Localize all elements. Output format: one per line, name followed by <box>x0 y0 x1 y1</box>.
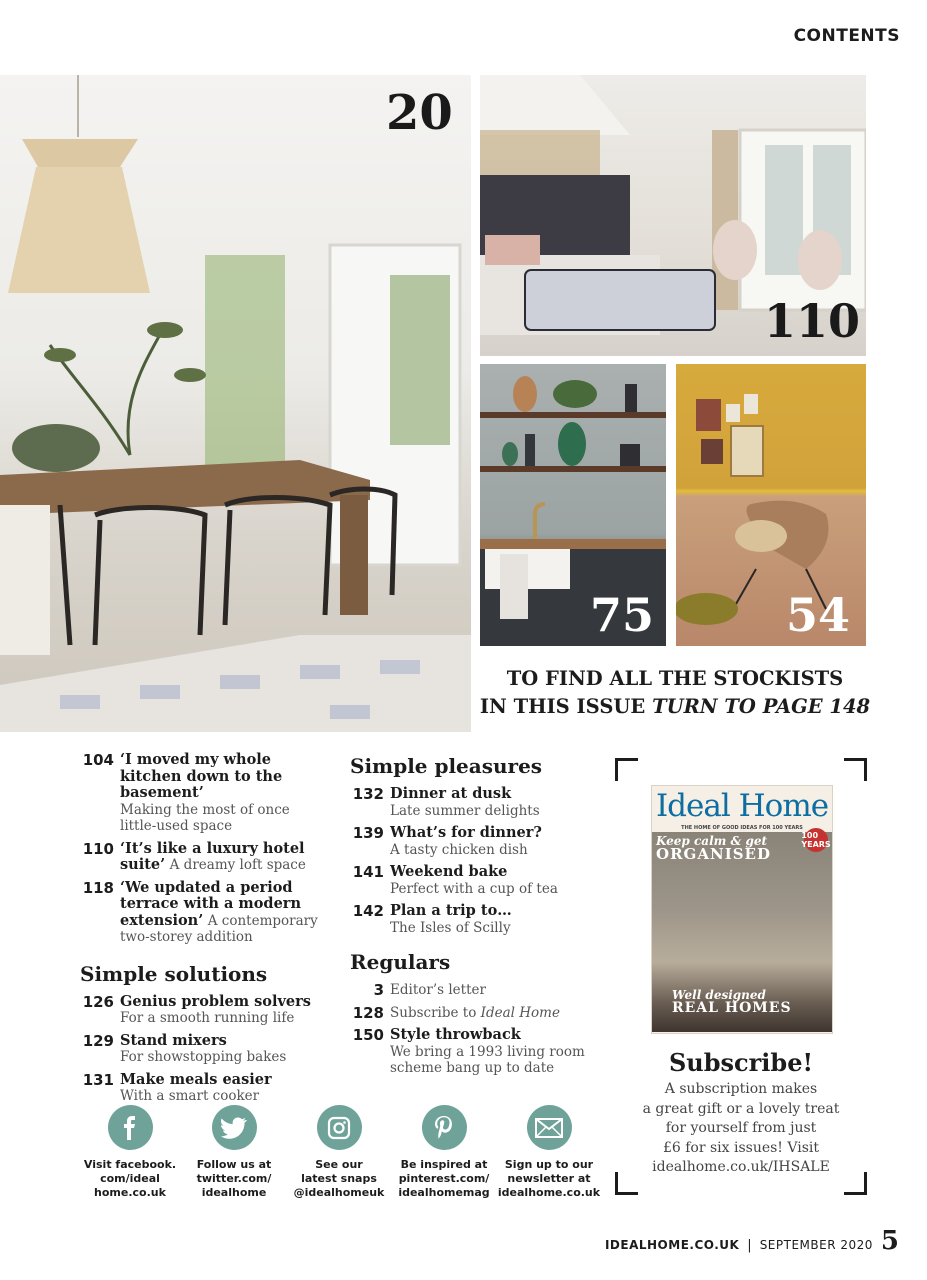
footer-site[interactable]: IDEALHOME.CO.UK <box>604 1238 740 1252</box>
cover-headline: Keep calm & get <box>656 834 768 848</box>
yellow-room-photo <box>676 364 866 646</box>
social-caption-line: idealhome <box>201 1186 267 1199</box>
contents-entry[interactable] <box>350 864 600 897</box>
section-heading-regulars: Regulars <box>350 950 451 974</box>
social-caption-line: twitter.com/ <box>196 1172 272 1185</box>
social-instagram[interactable] <box>284 1105 394 1200</box>
footer-page-number: 5 <box>880 1226 899 1256</box>
social-caption-line: idealhomemag <box>398 1186 490 1199</box>
shelves-photo <box>480 364 666 646</box>
contents-entry[interactable] <box>80 880 330 946</box>
entry-title: ‘I moved my whole kitchen down to the basement’ <box>120 751 283 801</box>
cover-subline: Well designed <box>672 988 766 1002</box>
entry-title: Style throwback <box>390 1026 521 1043</box>
entry-description: For a smooth running life <box>120 1010 295 1026</box>
social-caption-line: @idealhomeuk <box>293 1186 385 1199</box>
social-caption-line: idealhome.co.uk <box>497 1186 601 1199</box>
contents-entry[interactable] <box>350 982 600 999</box>
social-caption-line: See our <box>315 1158 363 1171</box>
frame-corner <box>844 758 867 781</box>
entry-title: Stand mixers <box>120 1031 227 1049</box>
subscribe-offer-text <box>623 1080 859 1178</box>
entry-page-number: 3 <box>373 981 384 999</box>
entry-page-number: 132 <box>352 785 384 803</box>
yellow-room-page-number[interactable]: 54 <box>786 588 851 642</box>
entry-title: Genius problem solvers <box>120 992 311 1010</box>
subscribe-link[interactable]: idealhome.co.uk/IHSALE <box>652 1159 830 1175</box>
contents-entry[interactable] <box>350 903 600 936</box>
cover-tagline: THE HOME OF GOOD IDEAS FOR 100 YEARS <box>681 825 803 831</box>
entry-page-number: 139 <box>352 824 384 842</box>
stockists-line1: TO FIND ALL THE STOCKISTS <box>506 667 844 690</box>
entry-page-number: 141 <box>352 863 384 881</box>
entry-page-number: 142 <box>352 902 384 920</box>
subscribe-text-line: A subscription makes <box>664 1081 818 1097</box>
entry-page-number: 110 <box>82 839 114 858</box>
entry-description: The Isles of Scilly <box>390 919 511 936</box>
social-caption-line: Follow us at <box>196 1158 272 1171</box>
stockists-line2-prefix: IN THIS ISSUE <box>479 695 653 718</box>
social-pinterest[interactable] <box>389 1105 499 1200</box>
entry-description: We bring a 1993 living room scheme bang up to date <box>390 1043 585 1076</box>
social-caption-line: pinterest.com/ <box>398 1172 490 1185</box>
subscribe-text-line: for yourself from just <box>665 1120 817 1136</box>
kitchen-photo <box>0 75 471 732</box>
entry-description: With a smart cooker <box>120 1088 260 1104</box>
entry-description: A dreamy loft space <box>169 857 306 873</box>
bedroom-page-number[interactable]: 110 <box>764 294 861 348</box>
social-caption-line: Sign up to our <box>504 1158 594 1171</box>
social-twitter[interactable] <box>179 1105 289 1200</box>
entry-description: A tasty chicken dish <box>390 841 528 858</box>
entry-title: Plan a trip to… <box>390 902 512 919</box>
entry-description: For showstopping bakes <box>120 1049 287 1065</box>
entry-page-number: 126 <box>82 992 114 1011</box>
subscribe-title: Subscribe! <box>668 1048 814 1077</box>
section-heading-simple-solutions: Simple solutions <box>80 961 268 986</box>
contents-entry[interactable] <box>350 825 600 858</box>
entry-title: ‘We updated a period terrace with a modern extension’ <box>120 878 301 929</box>
page-footer <box>605 1226 899 1256</box>
social-caption-line: home.co.uk <box>94 1186 166 1199</box>
footer-separator: | <box>747 1238 752 1253</box>
contents-entry[interactable] <box>80 1072 330 1105</box>
facebook-icon[interactable] <box>108 1105 153 1150</box>
subscribe-panel <box>615 758 867 1195</box>
cover-anniversary-badge: 100 YEARS <box>804 828 828 852</box>
cover-masthead: Ideal Home <box>655 788 829 824</box>
shelves-page-number[interactable]: 75 <box>590 588 655 642</box>
kitchen-page-number[interactable]: 20 <box>386 85 453 141</box>
entry-page-number: 150 <box>352 1026 384 1044</box>
subscribe-text-line: a great gift or a lovely treat <box>642 1100 840 1117</box>
subscribe-text-line: £6 for six issues! Visit <box>662 1139 820 1156</box>
entry-title: Dinner at dusk <box>390 785 512 802</box>
social-caption-line: com/ideal <box>100 1172 160 1185</box>
email-icon[interactable] <box>527 1105 572 1150</box>
social-caption-line: latest snaps <box>301 1172 377 1185</box>
social-caption-line: Visit facebook. <box>83 1158 177 1171</box>
entry-description: Subscribe to <box>390 1004 481 1021</box>
features-column <box>80 752 330 1111</box>
social-caption-line: Be inspired at <box>400 1158 488 1171</box>
contents-entry[interactable] <box>350 1027 600 1077</box>
stockists-line2 <box>470 693 880 721</box>
section-label: CONTENTS <box>793 26 900 46</box>
entry-page-number: 128 <box>352 1003 384 1022</box>
entry-title: What’s for dinner? <box>390 824 542 841</box>
entry-page-number: 131 <box>82 1070 114 1089</box>
entry-page-number: 118 <box>82 878 114 897</box>
pinterest-icon[interactable] <box>422 1105 467 1150</box>
instagram-icon[interactable] <box>317 1105 362 1150</box>
bedroom-photo <box>480 75 866 356</box>
entry-page-number: 104 <box>82 751 114 769</box>
stockists-note <box>470 665 880 721</box>
cover-headline-big: ORGANISED <box>656 845 771 863</box>
section-heading-simple-pleasures: Simple pleasures <box>350 754 543 778</box>
footer-issue-date: SEPTEMBER 2020 <box>759 1238 873 1252</box>
social-caption-line: newsletter at <box>507 1172 591 1185</box>
twitter-icon[interactable] <box>212 1105 257 1150</box>
contents-entry[interactable] <box>350 786 600 819</box>
entry-title: ‘It’s like a luxury hotel suite’ <box>120 839 305 873</box>
entry-page-number: 129 <box>82 1031 114 1050</box>
magazine-cover[interactable] <box>651 785 833 1034</box>
frame-corner <box>615 758 638 781</box>
contents-entry[interactable] <box>80 841 330 874</box>
entry-description: Editor’s letter <box>390 982 486 998</box>
entry-title: Weekend bake <box>390 863 508 880</box>
stockists-page-ref[interactable]: TURN TO PAGE 148 <box>652 695 871 718</box>
entry-description-italic: Ideal Home <box>480 1004 560 1021</box>
social-facebook[interactable] <box>75 1105 185 1200</box>
social-newsletter[interactable] <box>494 1105 604 1200</box>
contents-entry[interactable] <box>80 1033 330 1066</box>
contents-entry[interactable] <box>80 994 330 1027</box>
cover-subline-big: REAL HOMES <box>672 1000 792 1016</box>
entry-description: Late summer delights <box>390 802 540 819</box>
contents-entry[interactable] <box>350 1005 600 1022</box>
contents-entry[interactable] <box>80 752 330 835</box>
entry-description: Perfect with a cup of tea <box>390 880 558 897</box>
pleasures-column <box>350 754 600 1083</box>
entry-description: Making the most of once little-used space <box>120 801 290 834</box>
entry-title: Make meals easier <box>120 1070 272 1088</box>
entry-description: A contemporary two-storey addition <box>120 912 318 945</box>
